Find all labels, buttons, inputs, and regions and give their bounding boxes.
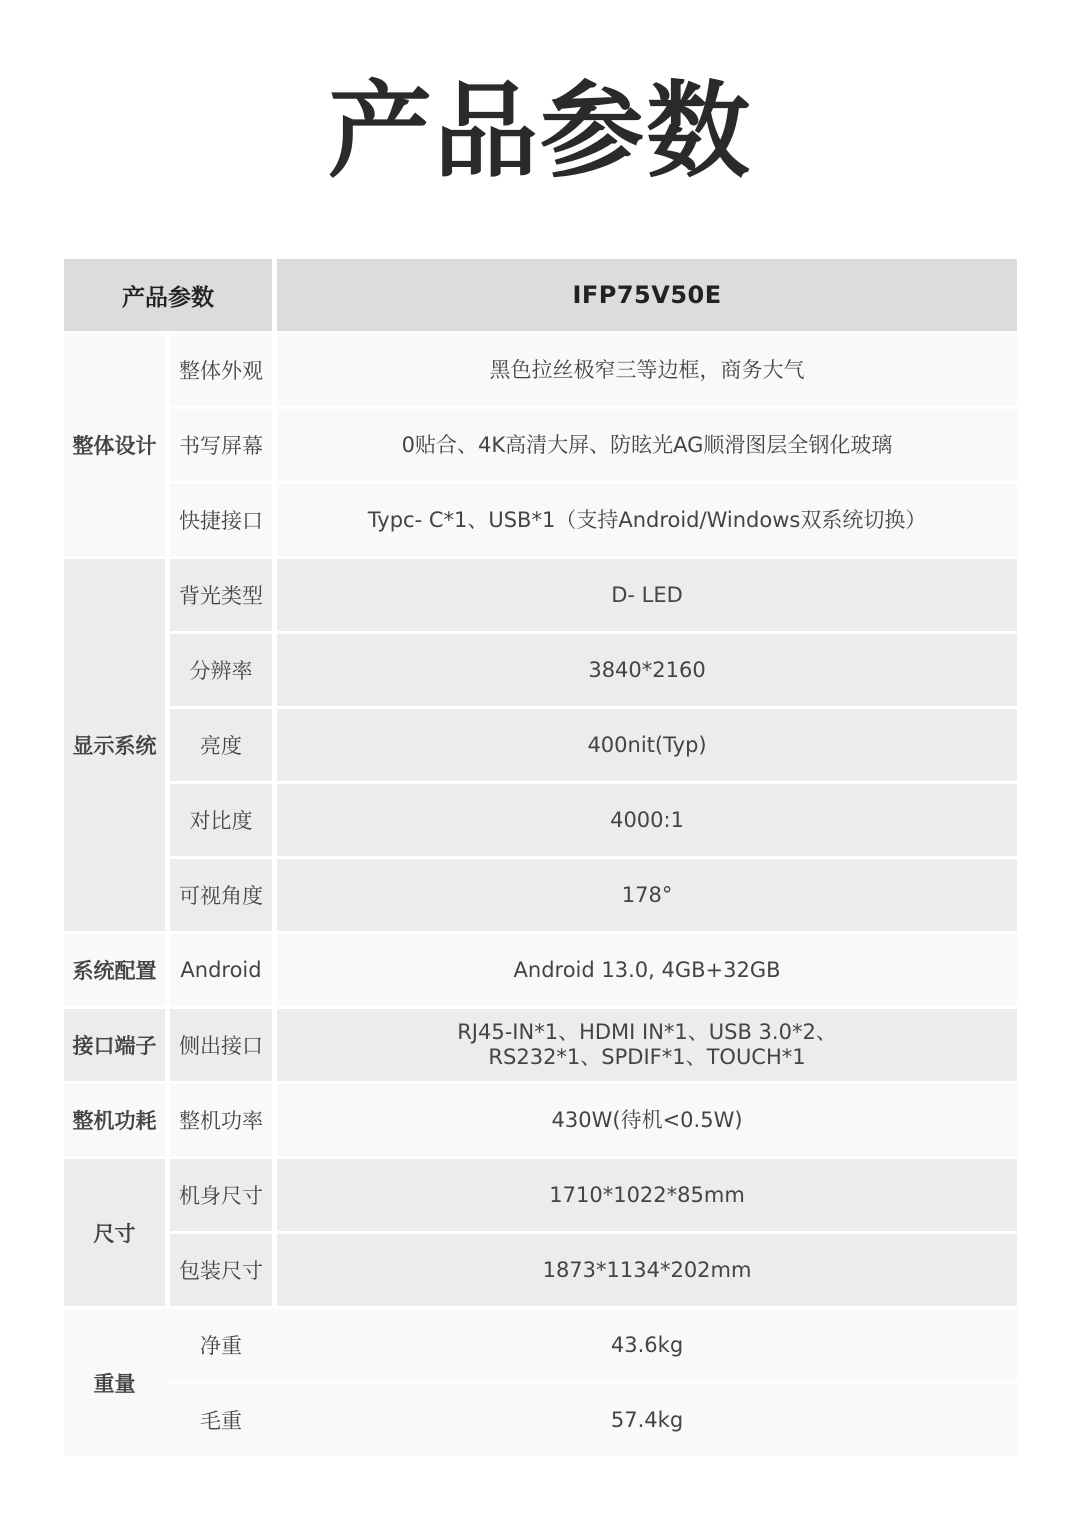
table-row bbox=[64, 709, 1017, 781]
category-cell: 接口端子 bbox=[64, 1009, 165, 1081]
table-row bbox=[64, 784, 1017, 856]
spec-value: 0贴合、4K高清大屏、防眩光AG顺滑图层全钢化玻璃 bbox=[277, 409, 1017, 481]
table-row bbox=[64, 1084, 1017, 1156]
table-row bbox=[64, 1159, 1017, 1231]
spec-table bbox=[64, 259, 1017, 1456]
category-cell: 重量 bbox=[64, 1309, 165, 1456]
spec-name: Android bbox=[170, 934, 272, 1006]
table-row bbox=[64, 1384, 1017, 1456]
spec-value: Typc- C*1、USB*1（支持Android/Windows双系统切换） bbox=[277, 484, 1017, 556]
table-row bbox=[64, 859, 1017, 931]
spec-value: 3840*2160 bbox=[277, 634, 1017, 706]
table-row bbox=[64, 409, 1017, 481]
spec-name: 亮度 bbox=[170, 709, 272, 781]
spec-name: 分辨率 bbox=[170, 634, 272, 706]
spec-name: 整机功率 bbox=[170, 1084, 272, 1156]
category-cell: 尺寸 bbox=[64, 1159, 165, 1306]
spec-name: 净重 bbox=[170, 1309, 272, 1381]
spec-value-line: RJ45-IN*1、HDMI IN*1、USB 3.0*2、 bbox=[457, 1020, 837, 1044]
table-row bbox=[64, 559, 1017, 631]
spec-value: 400nit(Typ) bbox=[277, 709, 1017, 781]
spec-name: 背光类型 bbox=[170, 559, 272, 631]
table-row bbox=[64, 334, 1017, 406]
spec-value: 43.6kg bbox=[277, 1309, 1017, 1381]
category-cell: 显示系统 bbox=[64, 559, 165, 931]
spec-name: 对比度 bbox=[170, 784, 272, 856]
spec-value: 黑色拉丝极窄三等边框，商务大气 bbox=[277, 334, 1017, 406]
spec-value: 430W(待机<0.5W) bbox=[277, 1084, 1017, 1156]
spec-name: 包装尺寸 bbox=[170, 1234, 272, 1306]
page-title: 产品参数 bbox=[327, 70, 752, 192]
table-row bbox=[64, 1234, 1017, 1306]
category-cell: 整机功耗 bbox=[64, 1084, 165, 1156]
spec-value-line: RS232*1、SPDIF*1、TOUCH*1 bbox=[488, 1045, 806, 1069]
spec-value: 57.4kg bbox=[277, 1384, 1017, 1456]
table-row bbox=[64, 484, 1017, 556]
table-row bbox=[64, 634, 1017, 706]
spec-value: D- LED bbox=[277, 559, 1017, 631]
spec-value: 4000:1 bbox=[277, 784, 1017, 856]
header-label: 产品参数 bbox=[64, 259, 272, 331]
spec-value: 178° bbox=[277, 859, 1017, 931]
spec-value: 1710*1022*85mm bbox=[277, 1159, 1017, 1231]
table-header-row bbox=[64, 259, 1017, 331]
spec-name: 机身尺寸 bbox=[170, 1159, 272, 1231]
spec-value bbox=[277, 1009, 1017, 1081]
category-cell: 系统配置 bbox=[64, 934, 165, 1006]
category-cell: 整体设计 bbox=[64, 334, 165, 556]
spec-name: 书写屏幕 bbox=[170, 409, 272, 481]
spec-name: 毛重 bbox=[170, 1384, 272, 1456]
spec-name: 可视角度 bbox=[170, 859, 272, 931]
header-model: IFP75V50E bbox=[277, 259, 1017, 331]
spec-name: 整体外观 bbox=[170, 334, 272, 406]
table-row bbox=[64, 1309, 1017, 1381]
table-row bbox=[64, 934, 1017, 1006]
spec-name: 快捷接口 bbox=[170, 484, 272, 556]
spec-value: 1873*1134*202mm bbox=[277, 1234, 1017, 1306]
table-row bbox=[64, 1009, 1017, 1081]
spec-name: 侧出接口 bbox=[170, 1009, 272, 1081]
spec-value: Android 13.0, 4GB+32GB bbox=[277, 934, 1017, 1006]
